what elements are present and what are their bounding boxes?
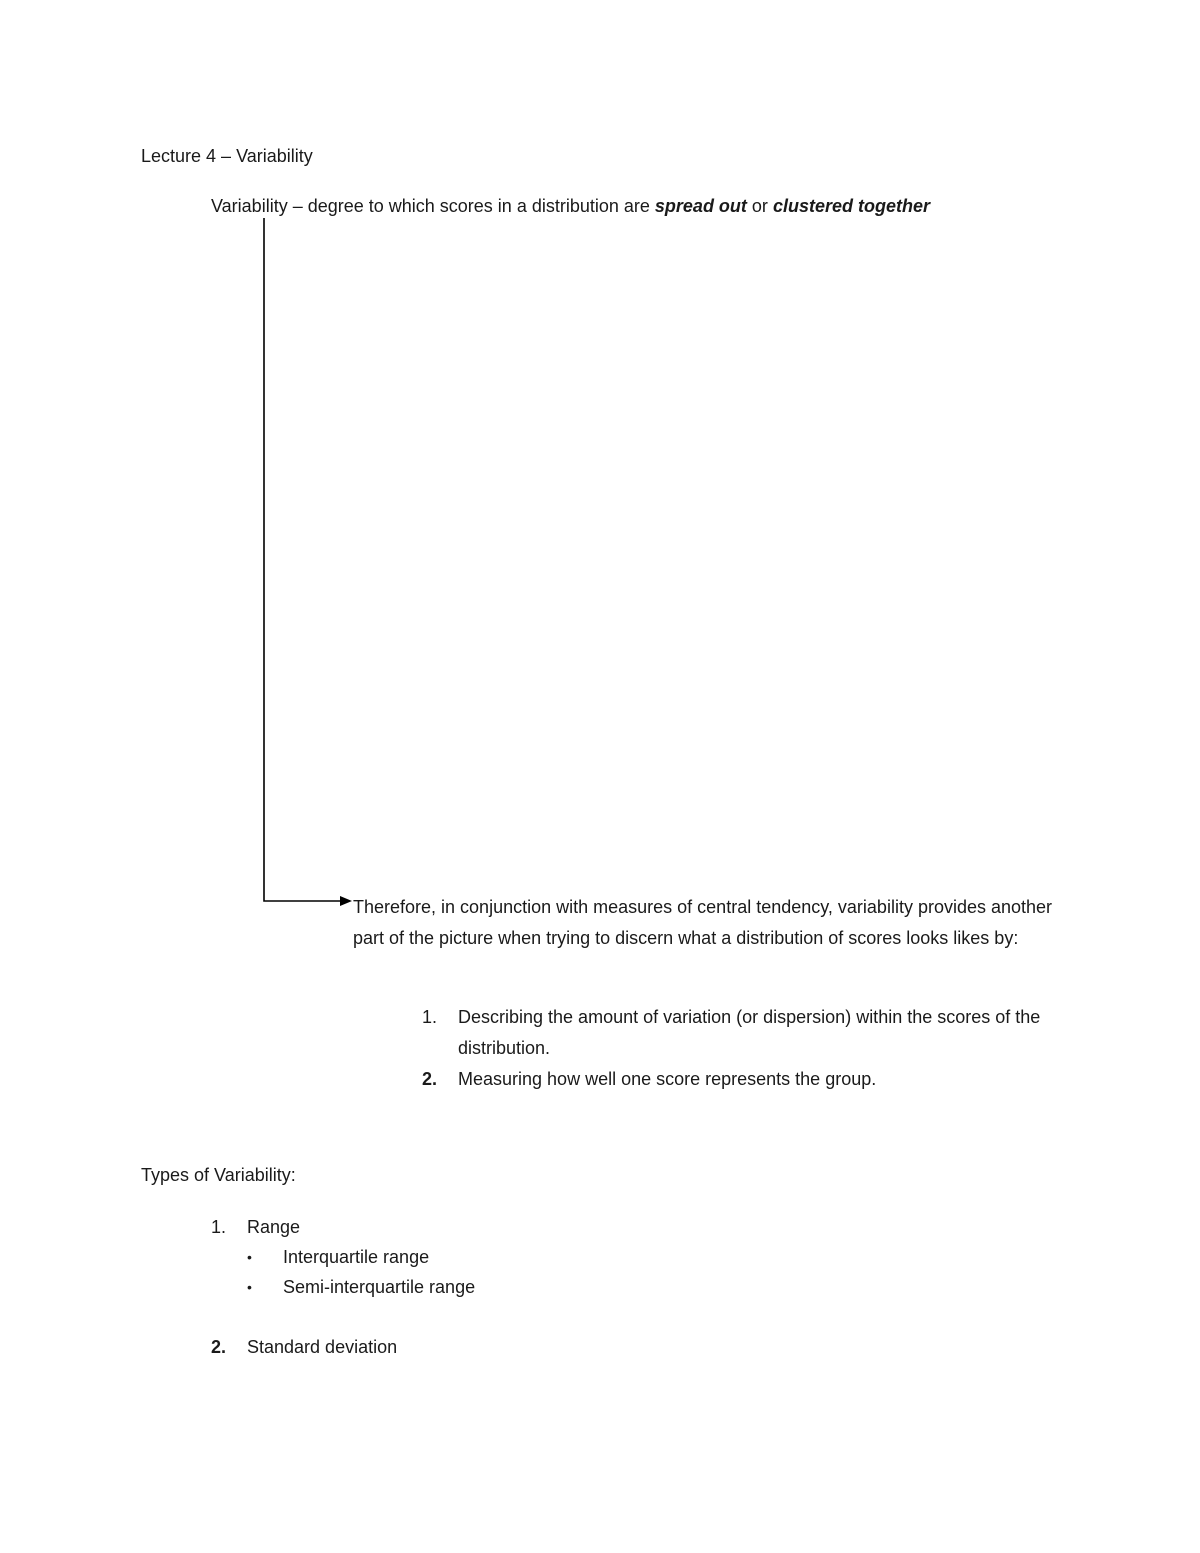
- purpose-item: [422, 1064, 1082, 1095]
- purpose-number: 2.: [422, 1069, 438, 1089]
- variability-definition: [211, 194, 930, 218]
- sub-list-item: [247, 1242, 911, 1272]
- list-spacer: [211, 1302, 911, 1332]
- type-number: 1.: [211, 1217, 227, 1237]
- definition-middle: or: [746, 196, 773, 216]
- type-label: Range: [247, 1217, 301, 1237]
- purpose-text: Describing the amount of variation (or dispersion) within the scores of the distribution.: [458, 1007, 1041, 1058]
- range-sub-list: [247, 1242, 911, 1302]
- purpose-item: [422, 1002, 1082, 1064]
- purpose-list: [422, 1002, 1082, 1095]
- bullet-icon: •: [247, 1279, 252, 1295]
- conclusion-paragraph: Therefore, in conjunction with measures of central tendency, variability provides another part of the picture when trying to discern what a distribution of scores looks likes by:: [353, 897, 1053, 948]
- definition-emphasis-clustered: clustered together: [772, 196, 930, 216]
- type-label: Standard deviation: [247, 1337, 398, 1357]
- arrow-head-icon: [340, 896, 352, 906]
- purpose-text: Measuring how well one score represents the group.: [458, 1069, 877, 1089]
- lecture-title: Lecture 4 – Variability: [141, 146, 313, 166]
- type-item: [211, 1212, 911, 1302]
- purpose-number: 1.: [422, 1007, 438, 1027]
- type-number: 2.: [211, 1337, 227, 1357]
- sub-item-text: Interquartile range: [283, 1247, 430, 1267]
- connector-line: [264, 218, 340, 901]
- types-list: [211, 1212, 911, 1362]
- definition-prefix: Variability – degree to which scores in a distribution are: [211, 196, 655, 216]
- sub-list-item: [247, 1272, 911, 1302]
- bullet-icon: •: [247, 1249, 252, 1265]
- definition-emphasis-spread: spread out: [654, 196, 747, 216]
- sub-item-text: Semi-interquartile range: [283, 1277, 476, 1297]
- types-heading: Types of Variability:: [141, 1165, 296, 1185]
- type-item: [211, 1332, 911, 1362]
